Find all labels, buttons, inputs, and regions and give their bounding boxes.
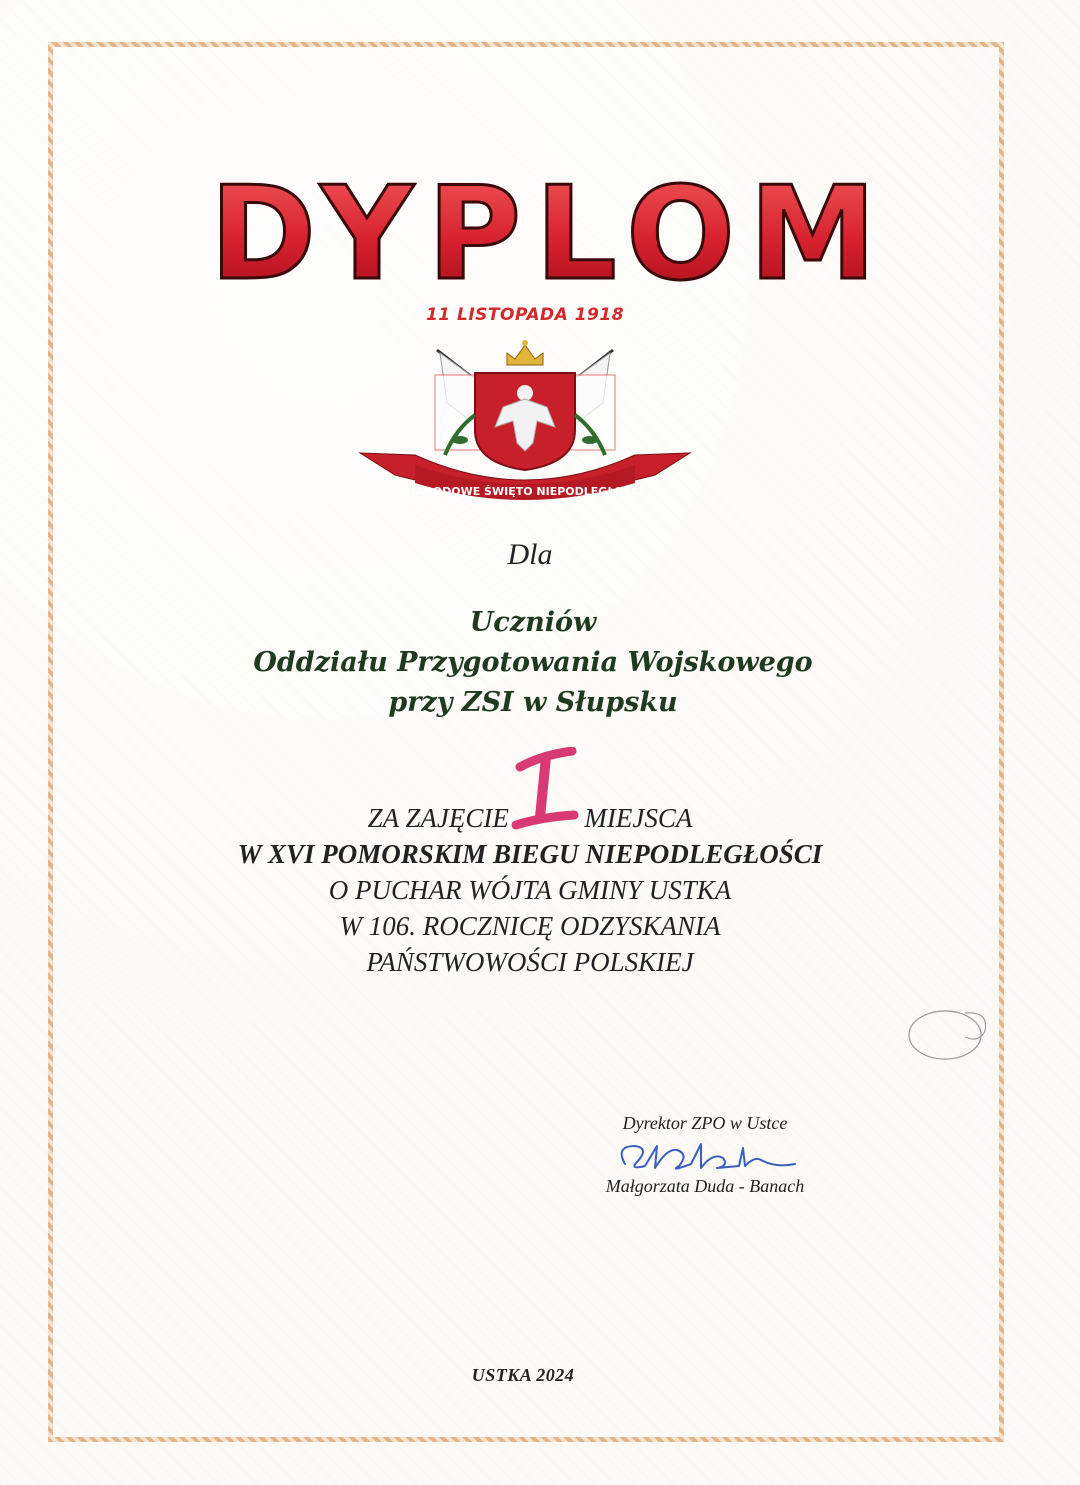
award-line-1 [0,747,1060,836]
handwritten-place-mark [502,747,592,847]
date-line: 11 LISTOPADA 1918 [425,305,625,325]
award-text [0,747,1060,980]
independence-emblem [355,335,695,510]
signatory-role: Dyrektor ZPO w Ustce [622,1113,788,1133]
title-graphic [130,150,970,320]
svg-text:I: I [501,747,502,748]
handwritten-signature [605,1136,805,1176]
award-line-2: W XVI POMORSKIM BIEGU NIEPODLEGŁOŚCI [237,839,823,869]
award-suffix: MIEJSCA [584,803,693,833]
recipient-block [0,603,1066,723]
diploma-title [130,150,970,320]
for-label: Dla [507,538,553,571]
recipient-line-2: Oddziału Przygotowania Wojskowego [253,647,813,678]
place-mark-slot [501,747,578,827]
signatory-name: Małgorzata Duda - Banach [605,1176,805,1196]
place-and-year: USTKA 2024 [471,1365,575,1385]
award-line-5: PAŃSTWOWOŚCI POLSKIEJ [366,947,694,977]
award-line-4: W 106. ROCZNICĘ ODZYSKANIA [339,911,721,941]
emblem-banner-text: NARODOWE ŚWIĘTO NIEPODLEGŁOŚCI [406,485,644,498]
award-prefix: ZA ZAJĘCIE [367,803,509,833]
recipient-line-3: przy ZSI w Słupsku [388,687,678,718]
signature-block [560,1113,850,1197]
award-line-3: O PUCHAR WÓJTA GMINY USTKA [328,875,732,905]
title-text: DYPLOM [209,160,891,309]
recipient-line-1: Uczniów [469,607,597,638]
faint-stamp [905,1003,990,1063]
